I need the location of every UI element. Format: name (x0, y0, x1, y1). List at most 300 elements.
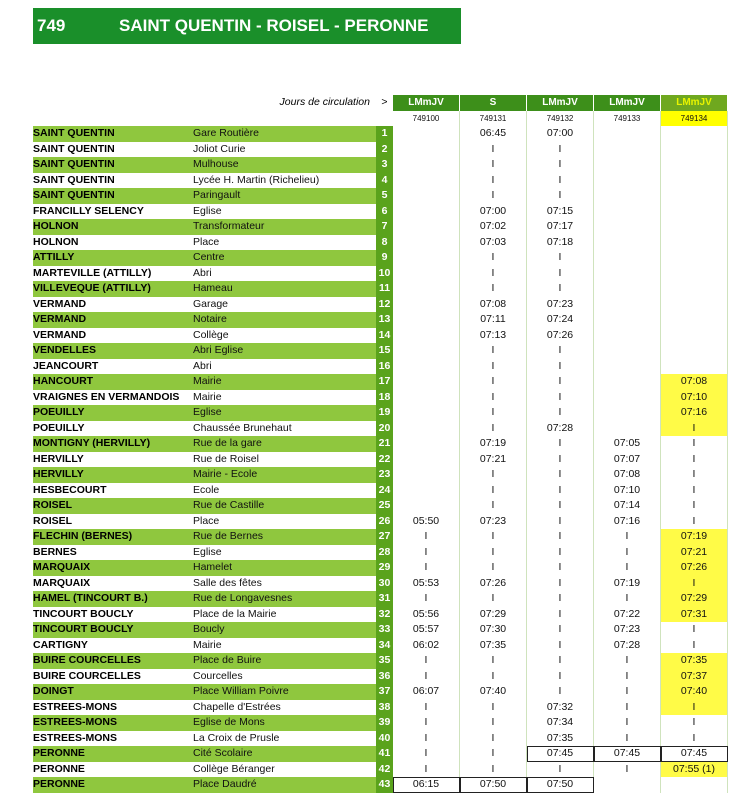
stop-number: 36 (376, 669, 393, 685)
time-cell (393, 297, 460, 313)
time-cell: I (661, 452, 728, 468)
table-row (33, 421, 728, 437)
city-cell: ESTREES-MONS (33, 715, 193, 731)
time-cell: I (460, 173, 527, 189)
table-row (33, 684, 728, 700)
time-cell (393, 483, 460, 499)
time-cell: I (527, 436, 594, 452)
stop-number: 16 (376, 359, 393, 375)
time-cell: I (460, 374, 527, 390)
time-cell: 07:11 (460, 312, 527, 328)
days-arrow: > (381, 96, 388, 109)
time-cell: I (594, 529, 661, 545)
stop-cell: Eglise de Mons (193, 715, 376, 731)
time-cell: I (393, 653, 460, 669)
time-cell: I (527, 638, 594, 654)
time-cell: 07:17 (527, 219, 594, 235)
stop-number: 4 (376, 173, 393, 189)
stop-cell: Gare Routière (193, 126, 376, 142)
city-cell: VRAIGNES EN VERMANDOIS (33, 390, 193, 406)
stop-number: 11 (376, 281, 393, 297)
time-cell: 07:23 (460, 514, 527, 530)
col-code-4: 749133 (594, 111, 661, 127)
table-row (33, 545, 728, 561)
time-cell: I (460, 421, 527, 437)
stop-number: 21 (376, 436, 393, 452)
route-title: SAINT QUENTIN - ROISEL - PERONNE (119, 16, 429, 35)
stop-number: 42 (376, 762, 393, 778)
time-cell (594, 374, 661, 390)
time-cell: 07:50 (527, 777, 594, 793)
stop-number: 3 (376, 157, 393, 173)
stop-number: 30 (376, 576, 393, 592)
time-cell (393, 204, 460, 220)
col-code-3: 749132 (527, 111, 594, 127)
table-row (33, 638, 728, 654)
time-cell (393, 235, 460, 251)
time-cell: I (527, 591, 594, 607)
stop-number: 18 (376, 390, 393, 406)
table-row (33, 653, 728, 669)
table-row (33, 188, 728, 204)
time-cell (661, 235, 728, 251)
stop-cell: Hamelet (193, 560, 376, 576)
stop-cell: Mulhouse (193, 157, 376, 173)
table-row (33, 173, 728, 189)
table-row (33, 622, 728, 638)
time-cell (661, 219, 728, 235)
table-row (33, 266, 728, 282)
time-cell: I (594, 669, 661, 685)
city-cell: ESTREES-MONS (33, 700, 193, 716)
city-cell: VERMAND (33, 328, 193, 344)
time-cell: 07:29 (661, 591, 728, 607)
stop-cell: Mairie (193, 390, 376, 406)
col-days-1: LMmJV (393, 95, 460, 111)
table-row (33, 297, 728, 313)
stop-cell: Place de Buire (193, 653, 376, 669)
time-cell: I (527, 374, 594, 390)
time-cell (393, 312, 460, 328)
time-cell: I (527, 157, 594, 173)
table-row (33, 250, 728, 266)
stop-number: 35 (376, 653, 393, 669)
time-cell: 07:14 (594, 498, 661, 514)
time-cell: 07:45 (661, 746, 728, 762)
table-row (33, 483, 728, 499)
time-cell: I (527, 762, 594, 778)
time-cell (661, 359, 728, 375)
time-cell: I (460, 731, 527, 747)
time-cell: I (527, 405, 594, 421)
time-cell: 07:10 (661, 390, 728, 406)
time-cell: I (460, 653, 527, 669)
time-cell: 07:26 (661, 560, 728, 576)
city-cell: CARTIGNY (33, 638, 193, 654)
stop-number: 33 (376, 622, 393, 638)
time-cell: I (460, 343, 527, 359)
time-cell: 07:19 (594, 576, 661, 592)
time-cell (594, 157, 661, 173)
time-cell: I (460, 266, 527, 282)
time-cell (661, 142, 728, 158)
time-cell: I (460, 669, 527, 685)
time-cell (594, 297, 661, 313)
stop-cell: Chaussée Brunehaut (193, 421, 376, 437)
time-cell: I (393, 669, 460, 685)
stop-number: 34 (376, 638, 393, 654)
time-cell: 07:19 (661, 529, 728, 545)
codes-row (33, 111, 728, 127)
time-cell: I (661, 514, 728, 530)
time-cell (393, 421, 460, 437)
stop-cell: Eglise (193, 204, 376, 220)
stop-cell: Boucly (193, 622, 376, 638)
time-cell: I (527, 607, 594, 623)
table-row (33, 204, 728, 220)
city-cell: TINCOURT BOUCLY (33, 607, 193, 623)
stop-cell: Rue de Roisel (193, 452, 376, 468)
city-cell: HERVILLY (33, 452, 193, 468)
city-cell: VERMAND (33, 297, 193, 313)
time-cell: 07:40 (460, 684, 527, 700)
time-cell: I (393, 591, 460, 607)
time-cell: I (527, 390, 594, 406)
time-cell: I (527, 529, 594, 545)
time-cell: I (460, 142, 527, 158)
time-cell: 07:35 (661, 653, 728, 669)
stop-number: 26 (376, 514, 393, 530)
time-cell: I (527, 467, 594, 483)
time-cell: 07:10 (594, 483, 661, 499)
table-row (33, 514, 728, 530)
time-cell: I (460, 560, 527, 576)
table-row (33, 390, 728, 406)
table-row (33, 219, 728, 235)
table-row (33, 576, 728, 592)
table-row (33, 498, 728, 514)
stop-cell: Ecole (193, 483, 376, 499)
col-days-2: S (460, 95, 527, 111)
time-cell: I (460, 700, 527, 716)
time-cell (661, 328, 728, 344)
stop-cell: Chapelle d'Estrées (193, 700, 376, 716)
col-days-5: LMmJV (661, 95, 728, 111)
stop-number: 1 (376, 126, 393, 142)
stop-cell: Eglise (193, 405, 376, 421)
time-cell (393, 126, 460, 142)
stop-cell: Mairie - Ecole (193, 467, 376, 483)
time-cell (393, 188, 460, 204)
city-cell: BUIRE COURCELLES (33, 653, 193, 669)
time-cell (661, 777, 728, 793)
table-row (33, 374, 728, 390)
time-cell: 07:19 (460, 436, 527, 452)
time-cell (594, 312, 661, 328)
stop-number: 6 (376, 204, 393, 220)
time-cell (393, 250, 460, 266)
days-label: Jours de circulation (279, 96, 370, 109)
stop-cell: Rue de la gare (193, 436, 376, 452)
stop-cell: Collège Béranger (193, 762, 376, 778)
time-cell (661, 266, 728, 282)
time-cell: I (594, 731, 661, 747)
time-cell (594, 421, 661, 437)
stop-number: 17 (376, 374, 393, 390)
city-cell: VILLEVEQUE (ATTILLY) (33, 281, 193, 297)
stop-cell: Mairie (193, 374, 376, 390)
time-cell: I (527, 669, 594, 685)
time-cell: I (661, 421, 728, 437)
table-row (33, 607, 728, 623)
time-cell: I (393, 545, 460, 561)
time-cell: 07:45 (594, 746, 661, 762)
time-cell: I (527, 622, 594, 638)
stop-cell: Joliot Curie (193, 142, 376, 158)
city-cell: HESBECOURT (33, 483, 193, 499)
table-row (33, 312, 728, 328)
time-cell (661, 188, 728, 204)
stop-number: 39 (376, 715, 393, 731)
stop-number: 37 (376, 684, 393, 700)
time-cell: I (393, 762, 460, 778)
stop-cell: Rue de Bernes (193, 529, 376, 545)
city-cell: JEANCOURT (33, 359, 193, 375)
time-cell: 07:35 (527, 731, 594, 747)
time-cell (594, 359, 661, 375)
time-cell: I (393, 529, 460, 545)
time-cell: I (393, 715, 460, 731)
time-cell (594, 235, 661, 251)
time-cell: I (460, 390, 527, 406)
time-cell (594, 204, 661, 220)
time-cell: 07:03 (460, 235, 527, 251)
time-cell: I (393, 560, 460, 576)
time-cell (661, 343, 728, 359)
city-cell: POEUILLY (33, 421, 193, 437)
time-cell: 07:31 (661, 607, 728, 623)
city-cell: BUIRE COURCELLES (33, 669, 193, 685)
table-row (33, 436, 728, 452)
time-cell: I (594, 684, 661, 700)
time-cell: 06:02 (393, 638, 460, 654)
time-cell (393, 390, 460, 406)
city-cell: MARQUAIX (33, 576, 193, 592)
time-cell: 07:08 (460, 297, 527, 313)
city-cell: MARTEVILLE (ATTILLY) (33, 266, 193, 282)
stop-number: 22 (376, 452, 393, 468)
time-cell: I (527, 281, 594, 297)
time-cell: I (527, 576, 594, 592)
time-cell: I (527, 142, 594, 158)
time-cell: 07:32 (527, 700, 594, 716)
time-cell (594, 142, 661, 158)
stop-number: 28 (376, 545, 393, 561)
stop-cell: Notaire (193, 312, 376, 328)
city-cell: DOINGT (33, 684, 193, 700)
time-cell: I (527, 498, 594, 514)
time-cell: 07:26 (460, 576, 527, 592)
stop-number: 23 (376, 467, 393, 483)
table-row (33, 126, 728, 142)
time-cell: I (460, 405, 527, 421)
time-cell: 07:13 (460, 328, 527, 344)
time-cell (393, 343, 460, 359)
time-cell: 07:02 (460, 219, 527, 235)
time-cell (393, 374, 460, 390)
stop-number: 40 (376, 731, 393, 747)
time-cell (393, 452, 460, 468)
table-row (33, 452, 728, 468)
time-cell (594, 405, 661, 421)
city-cell: ATTILLY (33, 250, 193, 266)
time-cell: 05:56 (393, 607, 460, 623)
time-cell: I (661, 467, 728, 483)
city-cell: PERONNE (33, 777, 193, 793)
time-cell: I (661, 731, 728, 747)
time-cell: 07:30 (460, 622, 527, 638)
stop-number: 2 (376, 142, 393, 158)
time-cell: I (460, 545, 527, 561)
time-cell: 07:05 (594, 436, 661, 452)
city-cell: HOLNON (33, 219, 193, 235)
table-row (33, 467, 728, 483)
time-cell: 07:15 (527, 204, 594, 220)
city-cell: HERVILLY (33, 467, 193, 483)
time-cell: I (527, 250, 594, 266)
stop-number: 20 (376, 421, 393, 437)
stop-cell: Rue de Longavesnes (193, 591, 376, 607)
city-cell: HOLNON (33, 235, 193, 251)
time-cell: 07:26 (527, 328, 594, 344)
time-cell (661, 204, 728, 220)
stop-number: 38 (376, 700, 393, 716)
time-cell: I (594, 700, 661, 716)
time-cell: 06:15 (393, 777, 460, 793)
city-cell: FLECHIN (BERNES) (33, 529, 193, 545)
table-row (33, 591, 728, 607)
time-cell: 07:40 (661, 684, 728, 700)
time-cell: 07:00 (460, 204, 527, 220)
stop-number: 8 (376, 235, 393, 251)
col-code-2: 749131 (460, 111, 527, 127)
time-cell: I (594, 762, 661, 778)
stop-number: 19 (376, 405, 393, 421)
time-cell: 07:28 (594, 638, 661, 654)
city-cell: MARQUAIX (33, 560, 193, 576)
time-cell: 07:08 (594, 467, 661, 483)
stop-cell: Salle des fêtes (193, 576, 376, 592)
time-cell (594, 281, 661, 297)
time-cell: I (527, 173, 594, 189)
table-row (33, 700, 728, 716)
time-cell: I (594, 560, 661, 576)
table-row (33, 560, 728, 576)
table-row (33, 715, 728, 731)
city-cell: ESTREES-MONS (33, 731, 193, 747)
stop-number: 31 (376, 591, 393, 607)
stop-number: 24 (376, 483, 393, 499)
time-cell: 07:21 (460, 452, 527, 468)
stop-number: 7 (376, 219, 393, 235)
time-cell (393, 405, 460, 421)
time-cell: I (460, 467, 527, 483)
time-cell: I (594, 653, 661, 669)
time-cell: I (460, 188, 527, 204)
time-cell (393, 142, 460, 158)
stop-cell: Place Daudré (193, 777, 376, 793)
stop-cell: Garage (193, 297, 376, 313)
time-cell: I (527, 359, 594, 375)
city-cell: FRANCILLY SELENCY (33, 204, 193, 220)
time-cell: I (460, 250, 527, 266)
stop-number: 41 (376, 746, 393, 762)
time-cell (594, 328, 661, 344)
city-cell: ROISEL (33, 514, 193, 530)
time-cell: 07:23 (527, 297, 594, 313)
stop-cell: Rue de Castille (193, 498, 376, 514)
time-cell: 07:18 (527, 235, 594, 251)
time-cell: 07:29 (460, 607, 527, 623)
time-cell: 07:07 (594, 452, 661, 468)
city-cell: HANCOURT (33, 374, 193, 390)
time-cell: 07:35 (460, 638, 527, 654)
time-cell (393, 436, 460, 452)
time-cell: I (460, 746, 527, 762)
city-cell: HAMEL (TINCOURT B.) (33, 591, 193, 607)
stop-cell: Eglise (193, 545, 376, 561)
city-cell: SAINT QUENTIN (33, 173, 193, 189)
stop-number: 12 (376, 297, 393, 313)
table-row (33, 142, 728, 158)
time-cell (393, 219, 460, 235)
time-cell (594, 250, 661, 266)
stop-number: 5 (376, 188, 393, 204)
route-banner (33, 8, 461, 44)
stop-cell: Paringault (193, 188, 376, 204)
time-cell: I (527, 514, 594, 530)
time-cell: 07:24 (527, 312, 594, 328)
time-cell: 05:53 (393, 576, 460, 592)
time-cell: I (661, 576, 728, 592)
city-cell: SAINT QUENTIN (33, 188, 193, 204)
time-cell: 06:07 (393, 684, 460, 700)
stop-number: 29 (376, 560, 393, 576)
time-cell (594, 777, 661, 793)
table-row (33, 762, 728, 778)
time-cell: 07:23 (594, 622, 661, 638)
city-cell: VERMAND (33, 312, 193, 328)
time-cell: I (661, 700, 728, 716)
time-cell: I (594, 715, 661, 731)
time-cell: I (661, 483, 728, 499)
stop-cell: Place de la Mairie (193, 607, 376, 623)
time-cell: I (661, 715, 728, 731)
time-cell: I (527, 653, 594, 669)
stop-cell: Mairie (193, 638, 376, 654)
time-cell (661, 312, 728, 328)
time-cell (594, 126, 661, 142)
city-cell: SAINT QUENTIN (33, 157, 193, 173)
time-cell (393, 266, 460, 282)
time-cell: I (527, 188, 594, 204)
time-cell: I (594, 545, 661, 561)
time-cell (393, 173, 460, 189)
time-cell: I (661, 498, 728, 514)
table-row (33, 529, 728, 545)
time-cell (594, 219, 661, 235)
time-cell: I (460, 483, 527, 499)
